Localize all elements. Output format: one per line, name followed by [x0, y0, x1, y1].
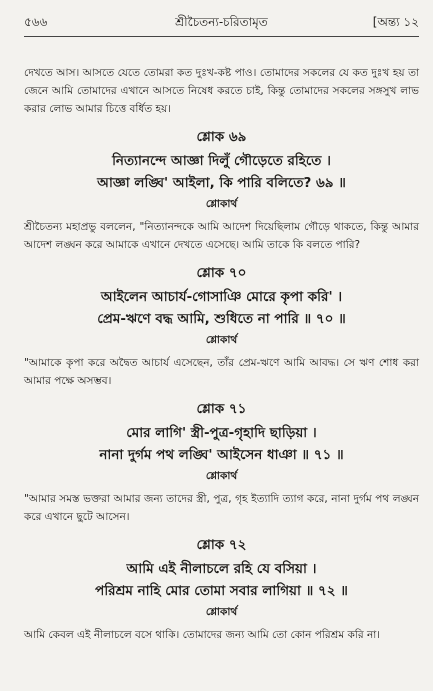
verse-line: আইলেন আচার্য-গোসাঞি মোরে কৃপা করি' ।	[100, 289, 343, 305]
verse-line: মোর লাগি' স্ত্রী-পুত্র-গৃহাদি ছাড়িয়া ।	[126, 425, 317, 441]
verse-heading: শ্লোক ৭১	[196, 401, 247, 417]
verse-heading: শ্লোক ৬৯	[196, 129, 247, 145]
verse-line: নানা দুর্গম পথ লঙ্ঘি' আইসেন ধাঞা ॥ ৭১ ॥	[99, 447, 344, 463]
running-title: শ্রীচৈতন্য-চরিতামৃত	[175, 15, 268, 29]
page-header	[24, 14, 419, 34]
page-content	[24, 64, 419, 654]
translation-text: "আমার সমস্ত ভক্তরা আমার জন্য তাদের স্ত্রী, পুত্র, গৃহ ইত্যাদি ত্যাগ করে, নানা দুর্গম পথ লঙ্ঘন করে এখানে ছুটে আসেন।	[24, 493, 419, 523]
translation-text: "আমাকে কৃপা করে অদ্বৈত আচার্য এসেছেন, তাঁর প্রেম-ঋণে আমি আবদ্ধ। সে ঋণ শোধ করা আমার পক্ষে অসম্ভব।	[24, 357, 419, 387]
translation-heading: শ্লোকার্থ	[205, 334, 238, 346]
verse-heading: শ্লোক ৭২	[196, 537, 247, 553]
translation-text: শ্রীচৈতন্য মহাপ্রভু বললেন, "নিত্যানন্দকে আমি আদেশ দিয়েছিলাম গৌড়ে থাকতে, কিন্তু আমার আদেশ লঙ্ঘন করে আমাকে এখানে দেখতে এসেছে। আমি তাকে কি বলতে পারি?	[24, 221, 419, 251]
verse-line: আজ্ঞা লঙ্ঘি' আইলা, কি পারি বলিতে? ৬৯ ॥	[97, 175, 346, 191]
verse-line: নিত্যানন্দে আজ্ঞা দিলুঁ গৌড়েতে রহিতে ।	[112, 153, 331, 169]
verse-line: আমি এই নীলাচলে রহি যে বসিয়া ।	[126, 561, 317, 577]
translation-heading: শ্লোকার্থ	[205, 198, 238, 210]
verse-line: প্রেম-ঋণে বদ্ধ আমি, শুধিতে না পারি ॥ ৭০ ॥	[97, 311, 346, 327]
header-rule	[24, 36, 419, 37]
verse-block	[24, 536, 419, 644]
translation-heading: শ্লোকার্থ	[205, 470, 238, 482]
verse-heading: শ্লোক ৭০	[196, 265, 247, 281]
verse-block	[24, 400, 419, 526]
verse-block	[24, 128, 419, 254]
verse-line: পরিশ্রম নাহি মোর তোমা সবার লাগিয়া ॥ ৭২ ॥	[95, 583, 348, 599]
translation-text: আমি কেবল এই নীলাচলে বসে থাকি। তোমাদের জন্য আমি তো কোন পরিশ্রম করি না।	[24, 629, 381, 641]
section-marker: [অন্ত্য ১২	[372, 15, 419, 29]
translation-heading: শ্লোকার্থ	[205, 606, 238, 618]
page-number: ৫৬৬	[24, 15, 48, 29]
verse-block	[24, 264, 419, 390]
intro-paragraph: দেখতে আস। আসতে যেতে তোমরা কত দুঃখ-কষ্ট পাও। তোমাদের সকলের যে কত দুঃখ হয় তা জেনে আমি তোমাদের এখানে আসতে নিষেধ করতে চাই, কিন্তু তোমাদের সকলের সঙ্গসুখ লাভ করার লোভ আমার চিত্তে বর্ধিত হয়।	[24, 67, 419, 115]
